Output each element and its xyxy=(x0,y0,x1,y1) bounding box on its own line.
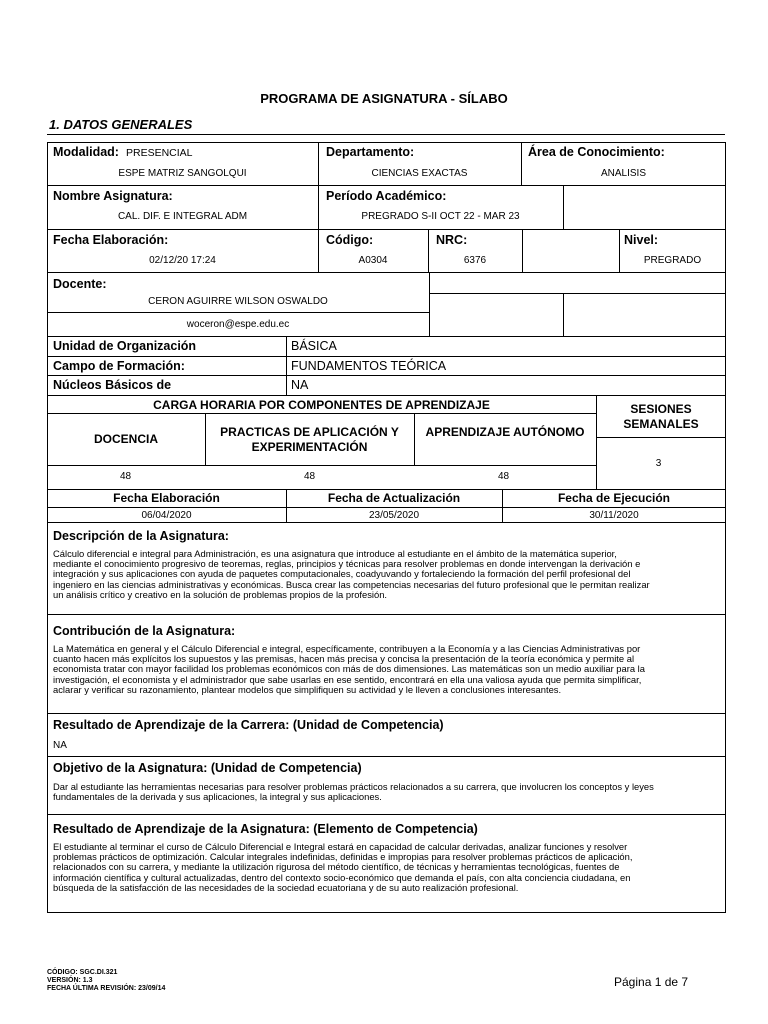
footer-fecha-revision: FECHA ÚLTIMA REVISIÓN: 23/09/14 xyxy=(47,985,166,992)
codigo-label: Código: xyxy=(326,233,374,247)
footer-codigo: CÓDIGO: SGC.DI.321 xyxy=(47,969,118,976)
modalidad-label: Modalidad: xyxy=(53,145,119,159)
practicas-label-1: PRACTICAS DE APLICACIÓN Y xyxy=(220,425,399,439)
resultado-carrera-title: Resultado de Aprendizaje de la Carrera: (Unidad de Competencia) xyxy=(53,718,444,732)
fecha-ejecucion-header: Fecha de Ejecución xyxy=(557,491,671,505)
footer-version: VERSIÓN: 1.3 xyxy=(47,977,93,984)
codigo-value: A0304 xyxy=(358,255,388,266)
nombre-asignatura-value: CAL. DIF. E INTEGRAL ADM xyxy=(117,211,248,222)
resultado-asignatura-title: Resultado de Aprendizaje de la Asignatura: (Elemento de Competencia) xyxy=(53,822,478,836)
descripcion-text: Cálculo diferencial e integral para Administración, es una asignatura que introduce al estudiante en el ámbito de la matemática superior, mediante el conocimiento progresivo de teoremas, reglas, principios y técnicas para resolver problemas en donde intervengan la derivación e integración y sus aplicaciones con ayuda de paquetes computacionales, coadyuvando y fortaleciendo la formación del perfil profesional del ingeniero en las ciencias administrativas y económicas. Busca crear las competencias necesarias del futuro profesional que le permitan realizar un análisis crítico y creativo en la solución de problemas propios de la profesión. xyxy=(53,548,650,600)
nrc-label: NRC: xyxy=(436,233,468,247)
contribucion-title: Contribución de la Asignatura: xyxy=(53,624,236,638)
autonomo-label: APRENDIZAJE AUTÓNOMO xyxy=(425,425,585,439)
docente-name: CERON AGUIRRE WILSON OSWALDO xyxy=(148,296,328,307)
fecha-elaboracion-label: Fecha Elaboración: xyxy=(53,233,169,247)
page-number: Página 1 de 7 xyxy=(614,975,689,989)
carga-title: CARGA HORARIA POR COMPONENTES DE APRENDIZAJE xyxy=(153,398,490,412)
docencia-value: 48 xyxy=(120,471,132,482)
fecha-elaboracion-value: 02/12/20 17:24 xyxy=(149,255,216,266)
docente-label: Docente: xyxy=(53,277,107,291)
practicas-label-2: EXPERIMENTACIÓN xyxy=(251,440,368,454)
objetivo-title: Objetivo de la Asignatura: (Unidad de Competencia) xyxy=(53,761,362,775)
section-1-title: 1. DATOS GENERALES xyxy=(49,117,193,132)
section-rule xyxy=(47,134,725,135)
nombre-asignatura-label: Nombre Asignatura: xyxy=(53,189,173,203)
sesiones-label-2: SEMANALES xyxy=(623,417,699,431)
departamento-label: Departamento: xyxy=(326,145,415,159)
nrc-value: 6376 xyxy=(463,255,487,266)
footer-meta xyxy=(47,969,165,993)
fecha-elaboracion-header: Fecha Elaboración xyxy=(113,491,220,505)
unidad-label: Unidad de Organización xyxy=(53,339,197,353)
periodo-value: PREGRADO S-II OCT 22 - MAR 23 xyxy=(361,211,520,222)
fecha-elaboracion-date: 06/04/2020 xyxy=(141,510,192,521)
objetivo-text: Dar al estudiante las herramientas necesarias para resolver problemas prácticos relacionados a su carrera, que involucren los conceptos y leyes fundamentales de la derivada y sus aplicaciones, la integral y sus aplicaciones. xyxy=(53,781,654,803)
docencia-label: DOCENCIA xyxy=(93,432,158,446)
campo-value: FUNDAMENTOS TEÓRICA xyxy=(291,359,447,373)
nivel-value: PREGRADO xyxy=(643,255,702,266)
nucleos-label: Núcleos Básicos de xyxy=(53,378,172,392)
sesiones-value: 3 xyxy=(655,458,662,469)
autonomo-value: 48 xyxy=(498,471,510,482)
unidad-value: BÁSICA xyxy=(291,339,337,353)
modalidad-value: PRESENCIAL xyxy=(126,147,193,159)
departamento-value: CIENCIAS EXACTAS xyxy=(371,168,468,179)
sesiones-label-1: SESIONES xyxy=(630,402,692,416)
resultado-asignatura-text: El estudiante al terminar el curso de Cálculo Diferencial e Integral estará en capacidad de calcular derivadas, analizar funciones y resolver problemas prácticos de optimización. Calcular integrales indefinidas, definidas e impropias para resolver problemas prácticos de aplicación, relacionados con su carrera, y mediante la utilización rigurosa del método científico, de técnicas y herramientas tecnológicas, fuentes de información científica y cultural actualizadas, dentro del contexto socio-económico que demanda el país, con alta conciencia ciudadana, en búsqueda de la satisfacción de las necesidades de la sociedad ecuatoriana y de su auto realización profesional. xyxy=(53,841,633,893)
campus-value: ESPE MATRIZ SANGOLQUI xyxy=(118,168,247,179)
descripcion-title: Descripción de la Asignatura: xyxy=(53,529,229,543)
document-title: PROGRAMA DE ASIGNATURA - SÍLABO xyxy=(260,91,508,106)
area-value: ANALISIS xyxy=(600,168,647,179)
periodo-label: Período Académico: xyxy=(326,189,447,203)
fecha-actualizacion-header: Fecha de Actualización xyxy=(327,491,461,505)
fecha-actualizacion-date: 23/05/2020 xyxy=(368,510,420,521)
campo-label: Campo de Formación: xyxy=(53,359,185,373)
docente-email[interactable]: woceron@espe.edu.ec xyxy=(186,319,290,330)
fecha-ejecucion-date: 30/11/2020 xyxy=(589,510,639,521)
nucleos-value: NA xyxy=(291,378,309,392)
nivel-label: Nivel: xyxy=(624,233,659,247)
resultado-carrera-value: NA xyxy=(53,740,67,751)
practicas-value: 48 xyxy=(304,471,316,482)
general-data-table xyxy=(47,142,726,396)
contribucion-text: La Matemática en general y el Cálculo Diferencial e integral, específicamente, contribuyen a la Economía y a las Ciencias Administrativas por cuanto hacen más explícitos los supuestos y las premisas, hacen más precisa y concisa la presentación de la teoría económica y permite al economista tratar con mayor facilidad los problemas económicos con más de dos dimensiones. Las matemáticas son un medio auxiliar para la investigación, el economista y el administrador que sabe usarlas en ese sentido, encontrará en ella una valiosa ayuda que permita simplificar, aclarar y verificar su razonamiento, plantear modelos que simplifiquen su actividad y le lleven a conclusiones interesantes. xyxy=(53,643,645,695)
area-label: Área de Conocimiento: xyxy=(528,145,665,159)
